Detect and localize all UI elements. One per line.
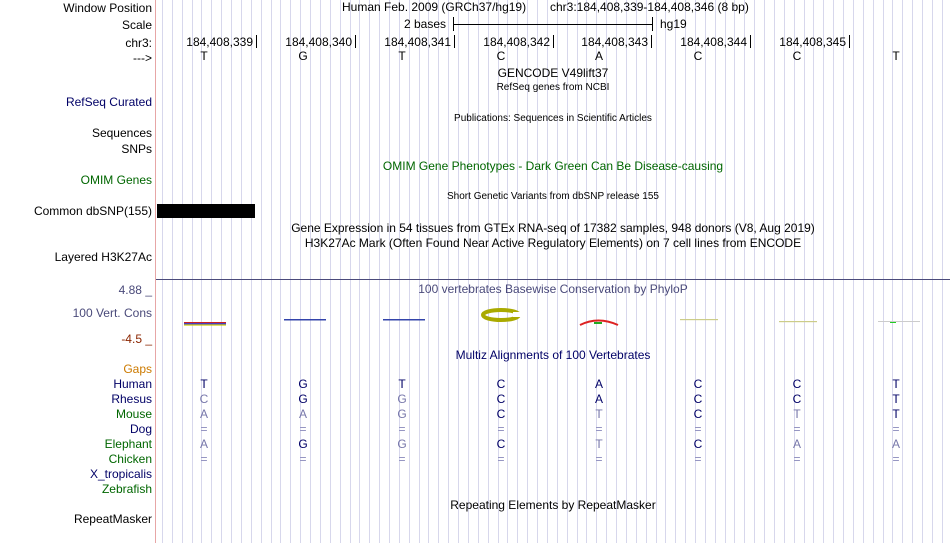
strand-label: ---> bbox=[133, 51, 152, 65]
gencode-track-title[interactable]: GENCODE V49lift37 bbox=[497, 66, 609, 80]
alignment-base: T bbox=[892, 392, 900, 406]
alignment-base: = bbox=[892, 422, 900, 436]
alignment-base: G bbox=[298, 392, 308, 406]
refseq-track-label[interactable]: RefSeq Curated bbox=[65, 95, 152, 109]
alignment-base: C bbox=[199, 392, 209, 406]
conservation-track-title: 100 vertebrates Basewise Conservation by PhyloP bbox=[418, 282, 688, 296]
ruler-tick bbox=[355, 35, 356, 48]
alignment-base: = bbox=[398, 452, 406, 466]
alignment-base: C bbox=[496, 392, 506, 406]
alignment-base: A bbox=[891, 437, 900, 451]
alignment-base: = bbox=[497, 422, 505, 436]
alignment-base: C bbox=[496, 377, 506, 391]
ruler-tick bbox=[750, 35, 751, 48]
alignment-base: = bbox=[793, 422, 801, 436]
alignment-base: = bbox=[200, 422, 208, 436]
alignment-base: C bbox=[693, 392, 703, 406]
reference-base: C bbox=[693, 49, 703, 63]
reference-base: C bbox=[496, 49, 506, 63]
cons-mark-G bbox=[284, 319, 326, 321]
ruler-tick bbox=[849, 35, 850, 48]
reference-base: T bbox=[892, 49, 900, 63]
alignment-base: = bbox=[595, 452, 603, 466]
alignment-base: = bbox=[694, 452, 702, 466]
alignment-base: G bbox=[298, 437, 308, 451]
alignment-base: = bbox=[398, 422, 406, 436]
dbsnp-track-label[interactable]: Common dbSNP(155) bbox=[33, 204, 152, 218]
alignment-base: A bbox=[792, 437, 801, 451]
species-label[interactable]: Elephant bbox=[104, 437, 152, 451]
window-position-label: Window Position bbox=[63, 1, 152, 15]
scale-label: Scale bbox=[121, 18, 152, 32]
dbsnp-variant-block[interactable] bbox=[157, 204, 255, 218]
alignment-base: C bbox=[496, 407, 506, 421]
alignment-base: = bbox=[299, 422, 307, 436]
h3k27ac-track-title: H3K27Ac Mark (Often Found Near Active Regulatory Elements) on 7 cell lines from ENCODE bbox=[304, 236, 802, 250]
assembly-text: Human Feb. 2009 (GRCh37/hg19) bbox=[342, 0, 527, 14]
alignment-base: = bbox=[892, 452, 900, 466]
alignment-base: = bbox=[595, 422, 603, 436]
ruler-coordinate: 184,408,343 bbox=[581, 35, 648, 49]
cons-max-label: 4.88 _ bbox=[118, 283, 152, 297]
alignment-base: T bbox=[398, 377, 406, 391]
cons-mark-T1 bbox=[184, 322, 226, 326]
alignment-base: G bbox=[397, 407, 407, 421]
ruler-coordinate: 184,408,340 bbox=[285, 35, 352, 49]
alignment-base: G bbox=[397, 437, 407, 451]
refseq-track-subtitle: RefSeq genes from NCBI bbox=[496, 82, 610, 93]
ruler-coordinate: 184,408,339 bbox=[186, 35, 253, 49]
alignment-base: C bbox=[693, 407, 703, 421]
omim-track-label[interactable]: OMIM Genes bbox=[80, 173, 152, 187]
multiz-track-title: Multiz Alignments of 100 Vertebrates bbox=[455, 348, 651, 362]
position-text: chr3:184,408,339-184,408,346 (8 bp) bbox=[550, 0, 749, 14]
cons-min-label: -4.5 _ bbox=[121, 332, 152, 346]
ruler-coordinate: 184,408,342 bbox=[483, 35, 550, 49]
ruler-coordinate: 184,408,345 bbox=[779, 35, 846, 49]
species-label[interactable]: X_tropicalis bbox=[89, 467, 152, 481]
species-label[interactable]: Mouse bbox=[115, 407, 152, 421]
omim-track-title: OMIM Gene Phenotypes - Dark Green Can Be Disease-causing bbox=[382, 159, 724, 173]
dbsnp-track-title: Short Genetic Variants from dbSNP release 155 bbox=[447, 191, 659, 202]
chrom-label: chr3: bbox=[125, 36, 152, 50]
conservation-track-label[interactable]: 100 Vert. Cons bbox=[72, 306, 152, 320]
alignment-base: A bbox=[199, 437, 208, 451]
alignment-base: T bbox=[200, 377, 208, 391]
alignment-base: T bbox=[793, 407, 801, 421]
cons-mark-C3 bbox=[779, 321, 817, 322]
species-label[interactable]: Human bbox=[113, 377, 152, 391]
cons-mark-T2 bbox=[383, 319, 425, 321]
alignment-base: G bbox=[397, 392, 407, 406]
repeatmasker-track-label[interactable]: RepeatMasker bbox=[73, 512, 152, 526]
track-divider bbox=[156, 279, 950, 280]
alignment-base: = bbox=[793, 452, 801, 466]
gaps-label: Gaps bbox=[123, 362, 152, 376]
alignment-base: G bbox=[298, 377, 308, 391]
alignment-base: C bbox=[792, 392, 802, 406]
sequences-track-label[interactable]: Sequences bbox=[91, 126, 152, 140]
species-label[interactable]: Rhesus bbox=[111, 392, 152, 406]
repeatmasker-track-title: Repeating Elements by RepeatMasker bbox=[450, 498, 656, 512]
alignment-base: = bbox=[299, 452, 307, 466]
alignment-base: C bbox=[792, 377, 802, 391]
ruler-tick bbox=[651, 35, 652, 48]
alignment-base: C bbox=[496, 437, 506, 451]
scale-bar bbox=[453, 17, 653, 31]
publications-track-title: Publications: Sequences in Scientific Articles bbox=[454, 113, 652, 124]
alignment-base: A bbox=[298, 407, 307, 421]
ruler-coordinate: 184,408,341 bbox=[384, 35, 451, 49]
scale-value: 2 bases bbox=[404, 17, 447, 31]
alignment-base: T bbox=[595, 407, 603, 421]
ruler-tick bbox=[256, 35, 257, 48]
alignment-base: = bbox=[200, 452, 208, 466]
reference-base: T bbox=[398, 49, 406, 63]
reference-base: C bbox=[792, 49, 802, 63]
reference-base: A bbox=[594, 49, 603, 63]
alignment-base: A bbox=[199, 407, 208, 421]
alignment-base: T bbox=[892, 377, 900, 391]
species-label[interactable]: Zebrafish bbox=[101, 482, 152, 496]
reference-base: G bbox=[298, 49, 308, 63]
reference-base: T bbox=[200, 49, 208, 63]
alignment-base: T bbox=[892, 407, 900, 421]
conservation-logo bbox=[156, 300, 950, 340]
cons-mark-C2 bbox=[680, 319, 718, 320]
ruler-tick bbox=[553, 35, 554, 48]
snps-track-label[interactable]: SNPs bbox=[121, 142, 152, 156]
alignment-base: = bbox=[497, 452, 505, 466]
alignment-base: C bbox=[693, 377, 703, 391]
ruler-tick bbox=[454, 35, 455, 48]
ruler-coordinate: 184,408,344 bbox=[680, 35, 747, 49]
alignment-base: C bbox=[693, 437, 703, 451]
h3k27ac-track-label[interactable]: Layered H3K27Ac bbox=[54, 250, 152, 264]
species-label[interactable]: Chicken bbox=[108, 452, 152, 466]
alignment-base: A bbox=[594, 392, 603, 406]
alignment-base: T bbox=[595, 437, 603, 451]
alignment-base: A bbox=[594, 377, 603, 391]
scale-db: hg19 bbox=[660, 17, 687, 31]
gtex-track-title: Gene Expression in 54 tissues from GTEx RNA-seq of 17382 samples, 948 donors (V8, Aug 2019) bbox=[291, 221, 815, 235]
alignment-base: = bbox=[694, 422, 702, 436]
species-label[interactable]: Dog bbox=[129, 422, 152, 436]
